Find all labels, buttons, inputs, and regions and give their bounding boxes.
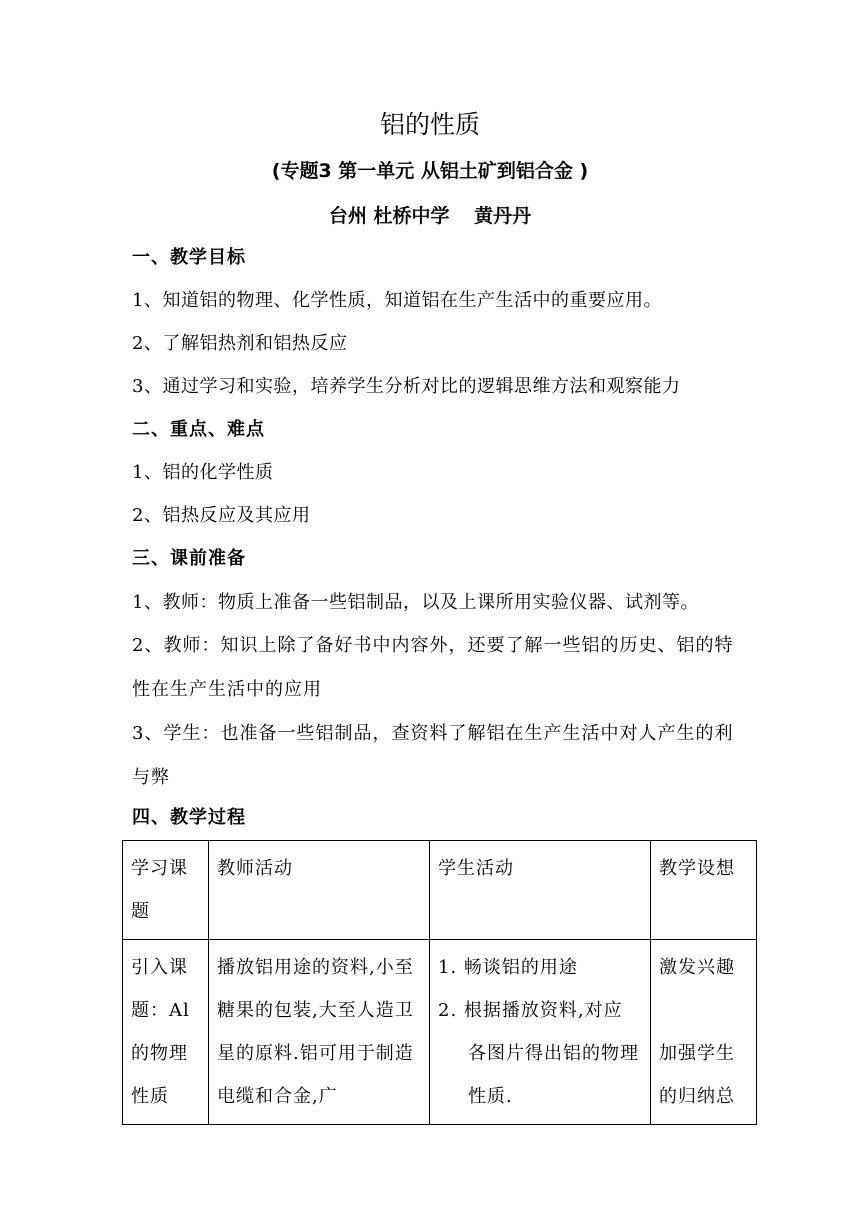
document-title: 铝的性质 xyxy=(379,110,480,139)
document-subtitle: (专题3 第一单元 从铝土矿到铝合金 ) xyxy=(271,160,589,182)
table-row xyxy=(123,940,757,1125)
author-school: 台州 杜桥中学 xyxy=(328,205,450,227)
key-point-item: 1、铝的化学性质 xyxy=(132,462,274,483)
table-header-row xyxy=(123,841,757,940)
section-heading-preparation: 三、课前准备 xyxy=(132,548,246,569)
preparation-item: 3、学生：也准备一些铝制品，查资料了解铝在生产生活中对人产生的利与弊 xyxy=(132,723,734,788)
table-cell-teacher: 播放铝用途的资料,小至糖果的包装,大至人造卫星的原料.铝可用于制造电缆和合金,广 xyxy=(209,940,430,1125)
table-header-cell: 学习课题 xyxy=(123,841,209,940)
student-activity-line: 各图片得出铝的物理性质. xyxy=(468,1043,639,1107)
preparation-item: 1、教师：物质上准备一些铝制品，以及上课所用实验仪器、试剂等。 xyxy=(132,592,699,613)
table-header-cell: 教师活动 xyxy=(209,841,430,940)
lesson-process-table xyxy=(122,840,757,1125)
table-header-cell: 学生活动 xyxy=(430,841,651,940)
table-cell-topic: 引入课题：Al的物理性质 xyxy=(123,940,209,1125)
design-line: 加强学生的归纳总 xyxy=(659,1043,735,1107)
student-activity-line: 2. 根据播放资料,对应 xyxy=(438,1000,623,1021)
table-cell-design xyxy=(651,940,757,1125)
section-heading-process: 四、教学过程 xyxy=(132,807,246,828)
section-heading-goals: 一、教学目标 xyxy=(132,247,246,268)
key-point-item: 2、铝热反应及其应用 xyxy=(132,505,311,526)
design-line: 激发兴趣 xyxy=(659,957,735,978)
author-name: 黄丹丹 xyxy=(474,205,532,227)
preparation-item: 2、教师：知识上除了备好书中内容外，还要了解一些铝的历史、铝的特性在生产生活中的应用 xyxy=(132,635,734,700)
goal-item: 2、了解铝热剂和铝热反应 xyxy=(132,333,348,354)
author-line xyxy=(0,202,860,230)
table-header-cell: 教学设想 xyxy=(651,841,757,940)
goal-item: 1、知道铝的物理、化学性质，知道铝在生产生活中的重要应用。 xyxy=(132,290,662,311)
section-heading-key-points: 二、重点、难点 xyxy=(132,419,265,440)
goal-item: 3、通过学习和实验，培养学生分析对比的逻辑思维方法和观察能力 xyxy=(132,376,681,397)
student-activity-line: 1. 畅谈铝的用途 xyxy=(438,957,578,978)
table-cell-student xyxy=(430,940,651,1125)
